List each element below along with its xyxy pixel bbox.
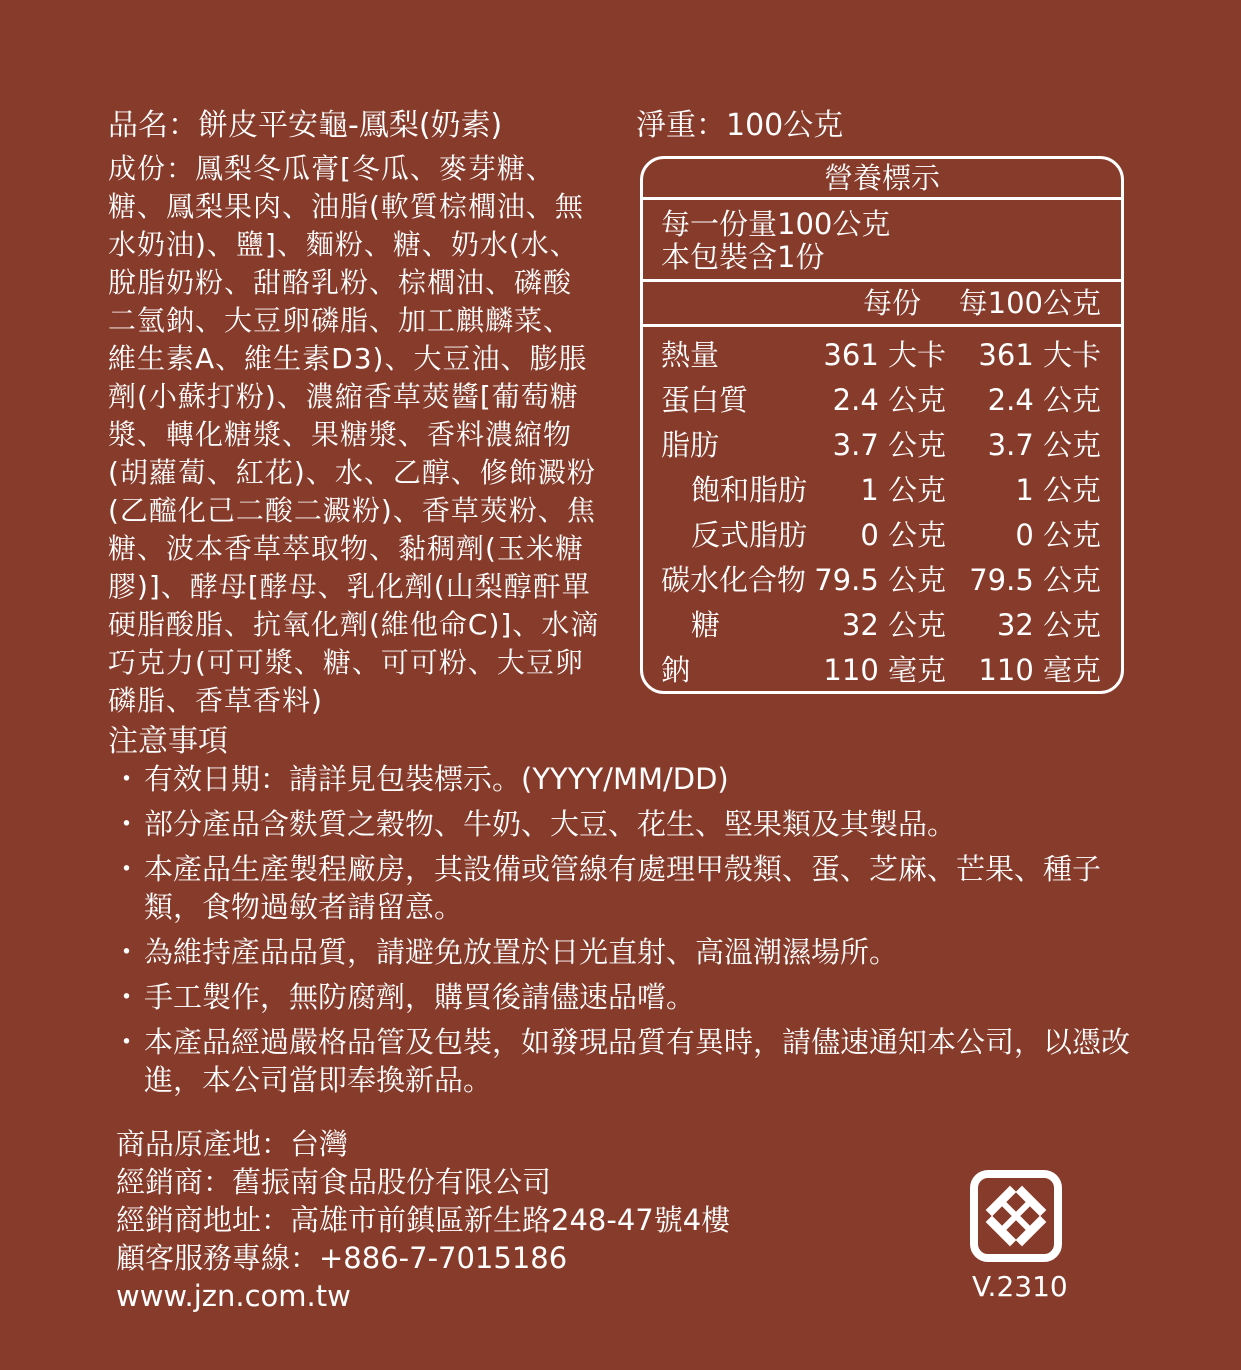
col-per-serving: 每份 bbox=[862, 286, 921, 320]
notice-list bbox=[110, 760, 1130, 1106]
nutrition-title: 營養標示 bbox=[643, 159, 1121, 200]
nutrition-rows bbox=[643, 327, 1121, 693]
nutrition-row-sugar bbox=[643, 603, 1121, 648]
bullet: ・ bbox=[112, 762, 142, 796]
bullet: ・ bbox=[112, 807, 142, 841]
nutrition-row-protein bbox=[643, 378, 1121, 423]
nutrition-facts-table bbox=[640, 156, 1124, 694]
notice-item bbox=[110, 850, 1130, 926]
notice-item bbox=[110, 978, 1130, 1016]
notice-text: 為維持產品品質，請避免放置於日光直射、高溫潮濕場所。 bbox=[144, 935, 899, 969]
distributor-address: 經銷商地址：高雄市前鎮區新生路248-47號4樓 bbox=[116, 1203, 731, 1237]
nutrition-header-row bbox=[643, 282, 1121, 327]
nutrient-label: 飽和脂肪 bbox=[691, 473, 808, 507]
net-weight: 淨重：100公克 bbox=[636, 108, 844, 143]
ingredients-line: 磷脂、香草香料) bbox=[108, 684, 323, 717]
nutrient-per-serving: 110 毫克 bbox=[823, 653, 946, 687]
customer-hotline: 顧客服務專線：+886-7-7015186 bbox=[116, 1241, 568, 1275]
nutrition-row-calories bbox=[643, 333, 1121, 378]
notice-item bbox=[110, 760, 1130, 798]
nutrient-per-serving: 2.4 公克 bbox=[832, 383, 946, 417]
notice-title: 注意事項 bbox=[108, 724, 228, 759]
origin: 商品原產地：台灣 bbox=[116, 1127, 349, 1161]
ingredients-line: 二氫鈉、大豆卵磷脂、加工麒麟菜、 bbox=[108, 304, 573, 337]
version-label: V.2310 bbox=[972, 1270, 1068, 1303]
serving-info bbox=[643, 200, 1121, 282]
ingredients-line: 膠)]、酵母[酵母、乳化劑(山梨醇酐單 bbox=[108, 570, 591, 603]
nutrition-row-fat bbox=[643, 423, 1121, 468]
nutrient-label: 蛋白質 bbox=[661, 383, 749, 417]
nutrient-per-100g: 32 公克 bbox=[996, 608, 1101, 642]
ingredients-line: 漿、轉化糖漿、果糖漿、香料濃縮物 bbox=[108, 418, 573, 451]
ingredients-line: 硬脂酸脂、抗氧化劑(維他命C)]、水滴 bbox=[108, 608, 600, 641]
nutrient-per-serving: 3.7 公克 bbox=[832, 428, 946, 462]
recycle-icon bbox=[970, 1170, 1062, 1262]
nutrient-per-serving: 1 公克 bbox=[860, 473, 946, 507]
nutrition-row-trans-fat bbox=[643, 513, 1121, 558]
nutrient-per-100g: 361 大卡 bbox=[978, 338, 1101, 372]
notice-text: 本產品生產製程廠房，其設備或管線有處理甲殼類、蛋、芝麻、芒果、種子類，食物過敏者請留意。 bbox=[144, 852, 1102, 924]
nutrient-label: 鈉 bbox=[661, 653, 691, 687]
nutrient-per-100g: 1 公克 bbox=[1015, 473, 1101, 507]
ingredients-line: (乙醯化己二酸二澱粉)、香草莢粉、焦 bbox=[108, 494, 596, 527]
nutrient-per-serving: 361 大卡 bbox=[823, 338, 946, 372]
nutrient-label: 糖 bbox=[691, 608, 721, 642]
nutrient-per-100g: 3.7 公克 bbox=[987, 428, 1101, 462]
ingredients-line: 成份：鳳梨冬瓜膏[冬瓜、麥芽糖、 bbox=[108, 152, 555, 185]
servings-per-package: 本包裝含1份 bbox=[661, 240, 825, 274]
nutrient-per-100g: 110 毫克 bbox=[978, 653, 1101, 687]
nutrient-label: 脂肪 bbox=[661, 428, 720, 462]
ingredients-line: 維生素A、維生素D3)、大豆油、膨脹 bbox=[108, 342, 588, 375]
website-link[interactable]: www.jzn.com.tw bbox=[116, 1279, 351, 1313]
bullet: ・ bbox=[112, 935, 142, 969]
product-name: 品名：餅皮平安龜-鳳梨(奶素) bbox=[108, 108, 503, 143]
bullet: ・ bbox=[112, 1025, 142, 1059]
notice-item bbox=[110, 805, 1130, 843]
nutrient-label: 熱量 bbox=[661, 338, 720, 372]
nutrient-per-serving: 32 公克 bbox=[841, 608, 946, 642]
notice-text: 本產品經過嚴格品管及包裝，如發現品質有異時，請儘速通知本公司，以憑改進，本公司當即奉換新品。 bbox=[144, 1025, 1131, 1097]
ingredients-line: 水奶油)、鹽]、麵粉、糖、奶水(水、 bbox=[108, 228, 579, 261]
nutrient-per-serving: 79.5 公克 bbox=[814, 563, 946, 597]
nutrient-label: 反式脂肪 bbox=[691, 518, 808, 552]
nutrition-row-saturated-fat bbox=[643, 468, 1121, 513]
notice-text: 手工製作，無防腐劑，購買後請儘速品嚐。 bbox=[144, 980, 696, 1014]
ingredients-line: 脫脂奶粉、甜酪乳粉、棕櫚油、磷酸 bbox=[108, 266, 573, 299]
nutrient-per-100g: 2.4 公克 bbox=[987, 383, 1101, 417]
company-info bbox=[116, 1125, 730, 1315]
nutrient-per-100g: 79.5 公克 bbox=[969, 563, 1101, 597]
distributor: 經銷商：舊振南食品股份有限公司 bbox=[116, 1165, 552, 1199]
bullet: ・ bbox=[112, 980, 142, 1014]
ingredients-list bbox=[108, 150, 608, 720]
ingredients-line: 糖、鳳梨果肉、油脂(軟質棕櫚油、無 bbox=[108, 190, 584, 223]
serving-size: 每一份量100公克 bbox=[661, 207, 891, 241]
ingredients-line: 巧克力(可可漿、糖、可可粉、大豆卵 bbox=[108, 646, 584, 679]
notice-text: 部分產品含麩質之穀物、牛奶、大豆、花生、堅果類及其製品。 bbox=[144, 807, 957, 841]
notice-item bbox=[110, 933, 1130, 971]
nutrient-label: 碳水化合物 bbox=[661, 563, 807, 597]
nutrition-row-carbohydrate bbox=[643, 558, 1121, 603]
bullet: ・ bbox=[112, 852, 142, 886]
ingredients-line: 糖、波本香草萃取物、黏稠劑(玉米糖 bbox=[108, 532, 584, 565]
nutrition-row-sodium bbox=[643, 648, 1121, 693]
ingredients-line: (胡蘿蔔、紅花)、水、乙醇、修飾澱粉 bbox=[108, 456, 596, 489]
notice-text: 有效日期：請詳見包裝標示。(YYYY/MM/DD) bbox=[144, 762, 729, 796]
nutrient-per-serving: 0 公克 bbox=[860, 518, 946, 552]
col-per-100g: 每100公克 bbox=[958, 286, 1101, 320]
nutrient-per-100g: 0 公克 bbox=[1015, 518, 1101, 552]
notice-item bbox=[110, 1023, 1130, 1099]
ingredients-line: 劑(小蘇打粉)、濃縮香草莢醬[葡萄糖 bbox=[108, 380, 579, 413]
